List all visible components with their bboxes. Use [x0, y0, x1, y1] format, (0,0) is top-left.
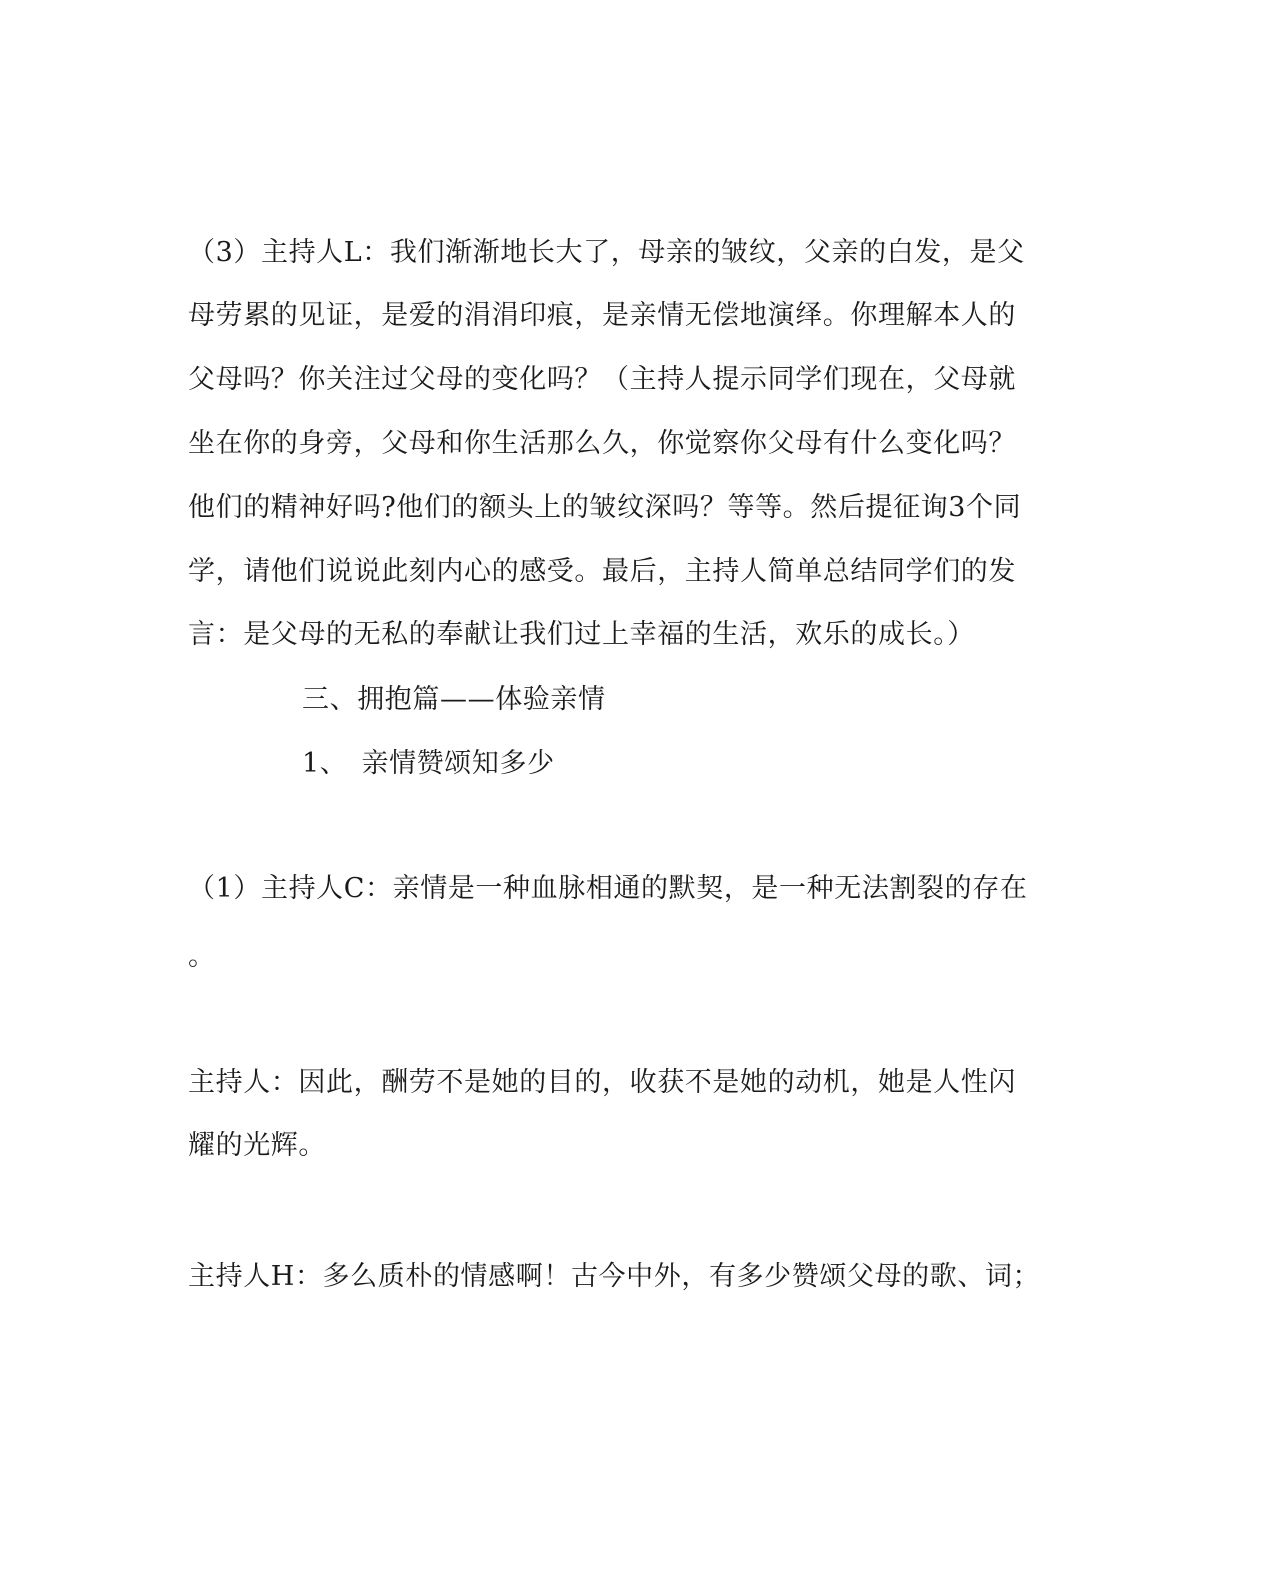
paragraph-3-line-6: 学，请他们说说此刻内心的感受。最后，主持人简单总结同学们的发 [188, 556, 1016, 587]
paragraph-host-line-1: 主持人：因此，酬劳不是她的目的，收获不是她的动机，她是人性闪 [188, 1067, 1016, 1098]
paragraph-3-line-5: 他们的精神好吗?他们的额头上的皱纹深吗？等等。然后提征询3个同 [188, 492, 1022, 523]
paragraph-3-line-4: 坐在你的身旁，父母和你生活那么久，你觉察你父母有什么变化吗？ [188, 428, 1016, 459]
paragraph-host-line-2: 耀的光辉。 [188, 1130, 326, 1161]
paragraph-3-line-7: 言：是父母的无私的奉献让我们过上幸福的生活，欢乐的成长。） [188, 619, 975, 650]
subsection-heading: 1、 亲情赞颂知多少 [302, 748, 555, 779]
paragraph-3-line-3: 父母吗？你关注过父母的变化吗？（主持人提示同学们现在，父母就 [188, 364, 1016, 395]
paragraph-3-line-1: （3）主持人L：我们渐渐地长大了，母亲的皱纹，父亲的白发，是父 [188, 237, 1025, 268]
paragraph-c-line-2: 。 [188, 941, 216, 972]
paragraph-3-line-2: 母劳累的见证，是爱的涓涓印痕，是亲情无偿地演绎。你理解本人的 [188, 300, 1016, 331]
paragraph-c-line-1: （1）主持人C：亲情是一种血脉相通的默契，是一种无法割裂的存在 [188, 873, 1028, 904]
section-heading: 三、拥抱篇——体验亲情 [302, 684, 606, 715]
paragraph-h-line-1: 主持人H：多么质朴的情感啊！古今中外，有多少赞颂父母的歌、词； [188, 1261, 1041, 1292]
